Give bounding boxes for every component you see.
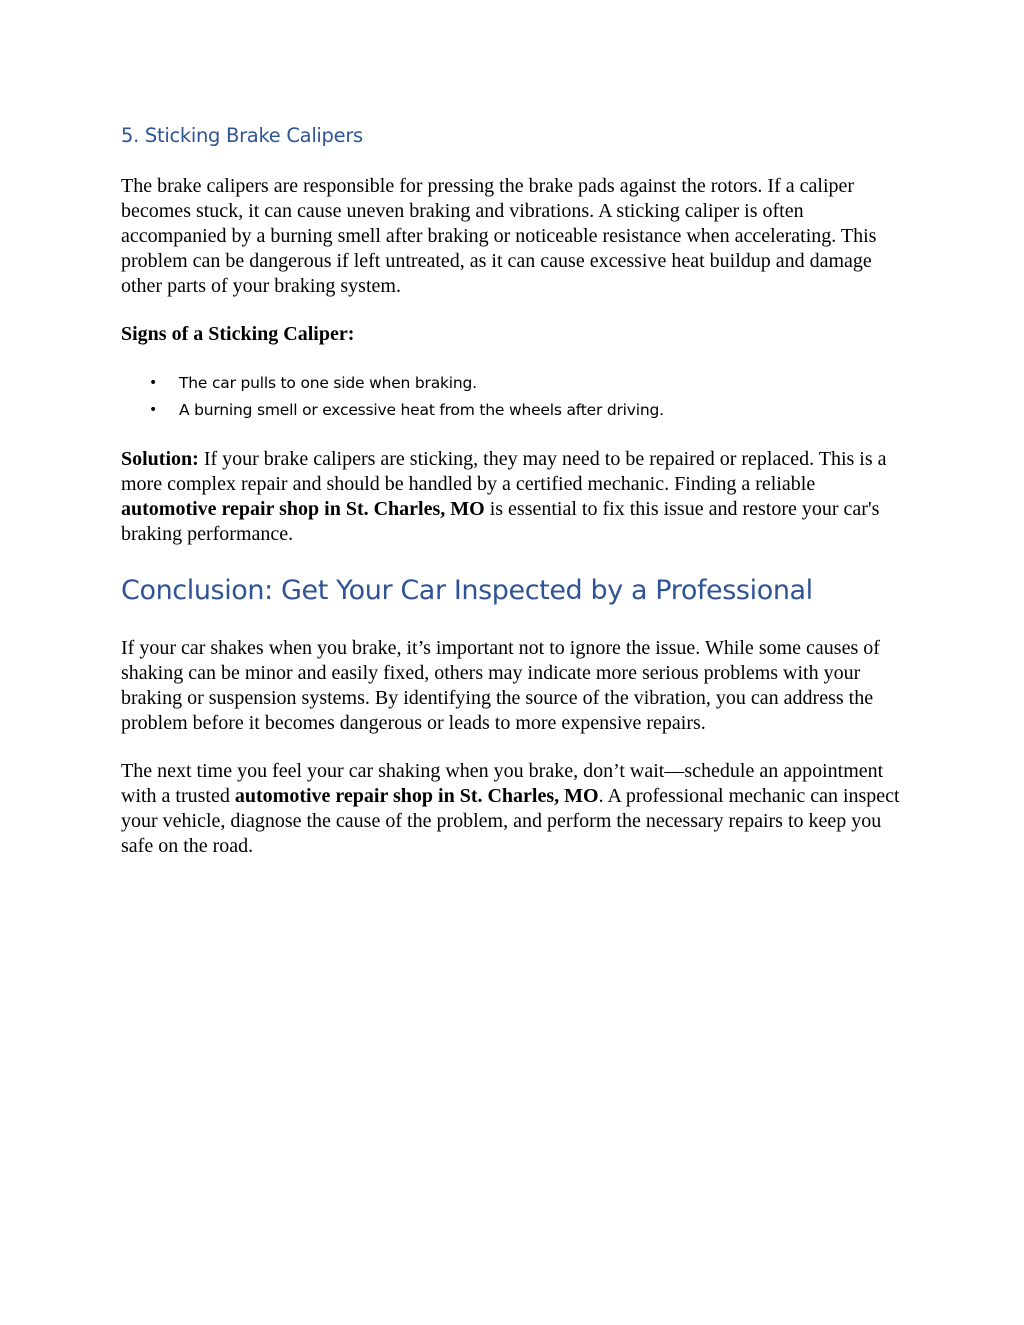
bullet-icon: • — [149, 375, 158, 391]
solution-repair-shop-link: automotive repair shop in St. Charles, MO — [121, 498, 485, 520]
sticking-calipers-paragraph: The brake calipers are responsible for pressing the brake pads against the rotors. If a caliper becomes stuck, it can cause uneven braking and vibrations. A sticking caliper is often accompanied by a burning smell after braking or noticeable resistance when accelerating. This problem can be dangerous if left untreated, as it can cause excessive heat buildup and damage other parts of your braking system. — [121, 175, 877, 297]
list-item-text: The car pulls to one side when braking. — [179, 374, 477, 392]
signs-list — [121, 370, 901, 424]
list-item-text: A burning smell or excessive heat from the wheels after driving. — [179, 401, 664, 419]
conclusion-text-before: The next time you feel your car shaking when you brake, don’t wait—schedule an appointment with a trusted — [121, 760, 884, 807]
conclusion-heading: Conclusion: Get Your Car Inspected by a Professional — [121, 575, 813, 606]
list-item — [149, 397, 901, 424]
solution-text-after: is essential to fix this issue and restore your car's braking performance. — [121, 498, 880, 545]
conclusion-repair-shop-link: automotive repair shop in St. Charles, MO — [234, 785, 599, 807]
conclusion-paragraph-1: If your car shakes when you brake, it’s important not to ignore the issue. While some causes of shaking can be minor and easily fixed, others may indicate more serious problems with your braking or suspension systems. By identifying the source of the vibration, you can address the problem before it becomes dangerous or leads to more expensive repairs. — [121, 637, 880, 734]
solution-text-before: If your brake calipers are sticking, they may need to be repaired or replaced. This is a more complex repair and should be handled by a certified mechanic. Finding a reliable — [121, 448, 887, 495]
page-content — [121, 118, 901, 882]
conclusion-paragraph-2 — [121, 759, 901, 859]
signs-heading: Signs of a Sticking Caliper: — [121, 323, 355, 345]
list-item — [149, 370, 901, 397]
bullet-icon: • — [149, 402, 158, 418]
conclusion-text-after: . A professional mechanic can inspect your vehicle, diagnose the cause of the problem, and perform the necessary repairs to keep you safe on the road. — [121, 785, 900, 857]
section-heading-sticking-calipers: 5. Sticking Brake Calipers — [121, 124, 363, 147]
solution-paragraph — [121, 447, 901, 547]
solution-label: Solution: — [121, 448, 199, 470]
